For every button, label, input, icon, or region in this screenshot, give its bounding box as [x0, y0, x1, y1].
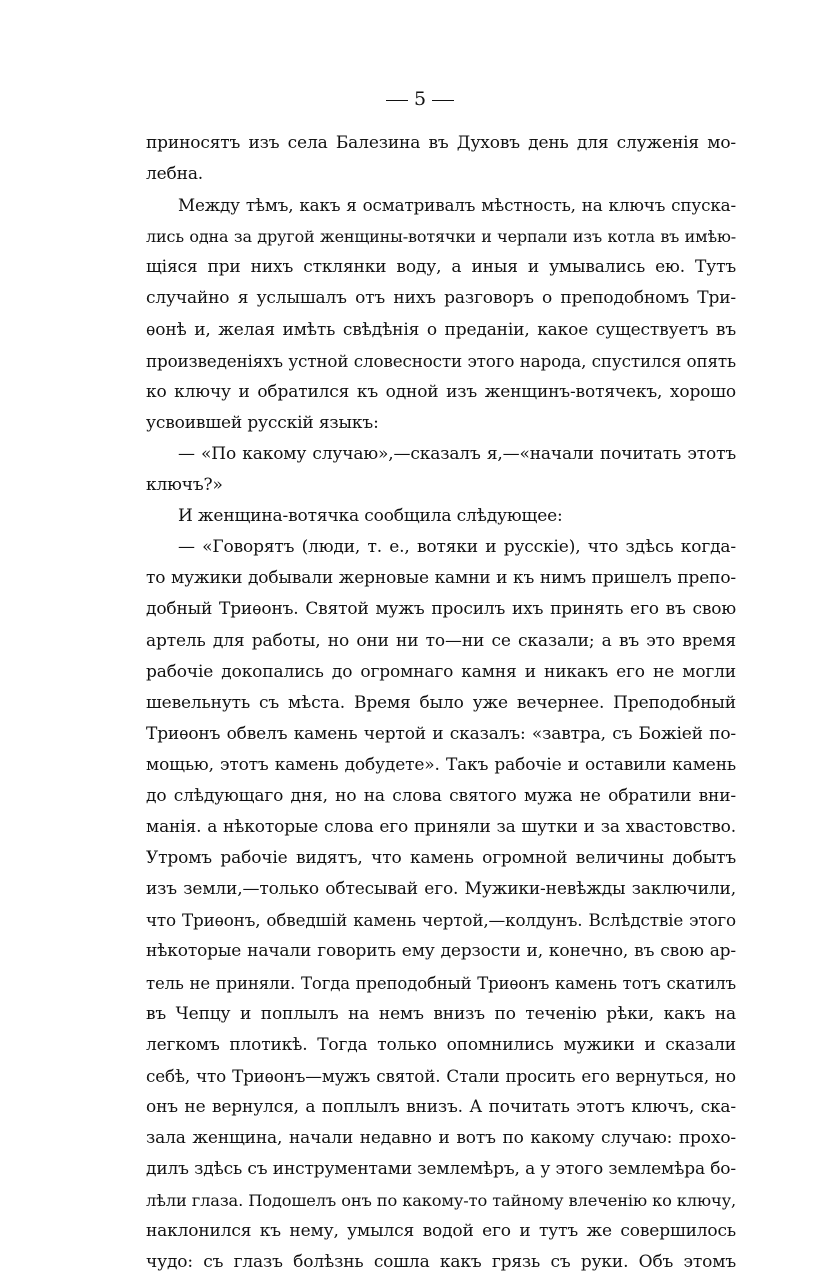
text-line: лебна.: [146, 164, 204, 185]
text-line: И женщина-вотячка сообщила слѣдующее:: [178, 506, 563, 527]
text-line: манія. а нѣкоторые слова его приняли за шутки и за хвастовство.: [146, 817, 736, 838]
text-line: — «По какому случаю»,—сказалъ я,—«начали почитать этотъ: [178, 443, 736, 464]
text-line: до слѣдующаго дня, но на слова святого мужа не обратили вни-: [146, 785, 736, 806]
text-line: нѣкоторые начали говорить ему дерзости и, конечно, въ свою ар-: [146, 941, 736, 962]
text-line: изъ земли,—только обтесывай его. Мужики-невѣжды заключили,: [146, 879, 736, 900]
text-line: ко ключу и обратился къ одной изъ женщинъ-вотячекъ, хорошо: [146, 381, 736, 402]
text-line: дилъ здѣсь съ инструментами землемѣръ, а у этого землемѣра бо-: [146, 1159, 736, 1180]
text-line: добный Триѳонъ. Святой мужъ просилъ ихъ принять его въ свою: [146, 599, 736, 620]
text-line: шевельнуть съ мѣста. Время было уже вечернее. Преподобный: [146, 692, 736, 713]
text-line: Триѳонъ обвелъ камень чертой и сказалъ: «завтра, съ Божіей по-: [146, 723, 736, 744]
text-line: лѣли глаза. Подошелъ онъ по какому-то тайному влеченію ко ключу,: [146, 1191, 736, 1211]
text-line: легкомъ плотикѣ. Тогда только опомнились мужики и сказали: [146, 1034, 736, 1055]
text-line: лись одна за другой женщины-вотячки и черпали изъ котла въ имѣю-: [146, 227, 736, 247]
text-line: онъ не вернулся, а поплылъ внизъ. А почитать этотъ ключъ, ска-: [146, 1096, 736, 1117]
page-number-dash-left: [386, 100, 408, 101]
text-line: чудо: съ глазъ болѣзнь сошла какъ грязь съ руки. Объ этомъ: [146, 1252, 736, 1273]
text-line: ѳонѣ и, желая имѣть свѣдѣнія о преданіи, какое существуетъ въ: [146, 319, 736, 340]
text-line: случайно я услышалъ отъ нихъ разговоръ о преподобномъ Три-: [146, 288, 736, 309]
text-line: артель для работы, но они ни то—ни се сказали; а въ это время: [146, 630, 736, 651]
text-line: наклонился къ нему, умылся водой его и тутъ же совершилось: [146, 1221, 736, 1242]
page-number-dash-right: [432, 100, 454, 101]
text-line: что Триѳонъ, обведшій камень чертой,—колдунъ. Вслѣдствіе этого: [146, 910, 736, 931]
text-line: Между тѣмъ, какъ я осматривалъ мѣстность, на ключъ спуска-: [178, 195, 736, 216]
page-number-value: 5: [413, 88, 427, 110]
text-line: щіяся при нихъ стклянки воду, а иныя и умывались ею. Тутъ: [146, 257, 736, 278]
text-line: ключъ?»: [146, 475, 223, 496]
text-line: тель не приняли. Тогда преподобный Триѳонъ камень тотъ скатилъ: [146, 973, 736, 993]
text-line: приносятъ изъ села Балезина въ Духовъ день для служенія мо-: [146, 133, 736, 153]
text-line: въ Чепцу и поплылъ на немъ внизъ по теченію рѣки, какъ на: [146, 1003, 736, 1024]
body-text: [146, 128, 736, 1278]
text-line: произведеніяхъ устной словесности этого народа, спустился опять: [146, 350, 736, 371]
text-line: — «Говорятъ (люди, т. е., вотяки и русскіе), что здѣсь когда-: [178, 537, 736, 558]
text-line: рабочіе докопались до огромнаго камня и никакъ его не могли: [146, 661, 736, 682]
text-line: усвоившей русскій языкъ:: [146, 412, 379, 433]
text-line: Утромъ рабочіе видятъ, что камень огромной величины добытъ: [146, 848, 736, 869]
text-line: зала женщина, начали недавно и вотъ по какому случаю: прохо-: [146, 1128, 736, 1148]
text-line: мощью, этотъ камень добудете». Такъ рабочіе и оставили камень: [146, 754, 736, 775]
text-line: себѣ, что Триѳонъ—мужъ святой. Стали просить его вернуться, но: [146, 1065, 736, 1086]
text-line: то мужики добывали жерновые камни и къ нимъ пришелъ препо-: [146, 568, 736, 589]
page-number: [0, 88, 840, 110]
